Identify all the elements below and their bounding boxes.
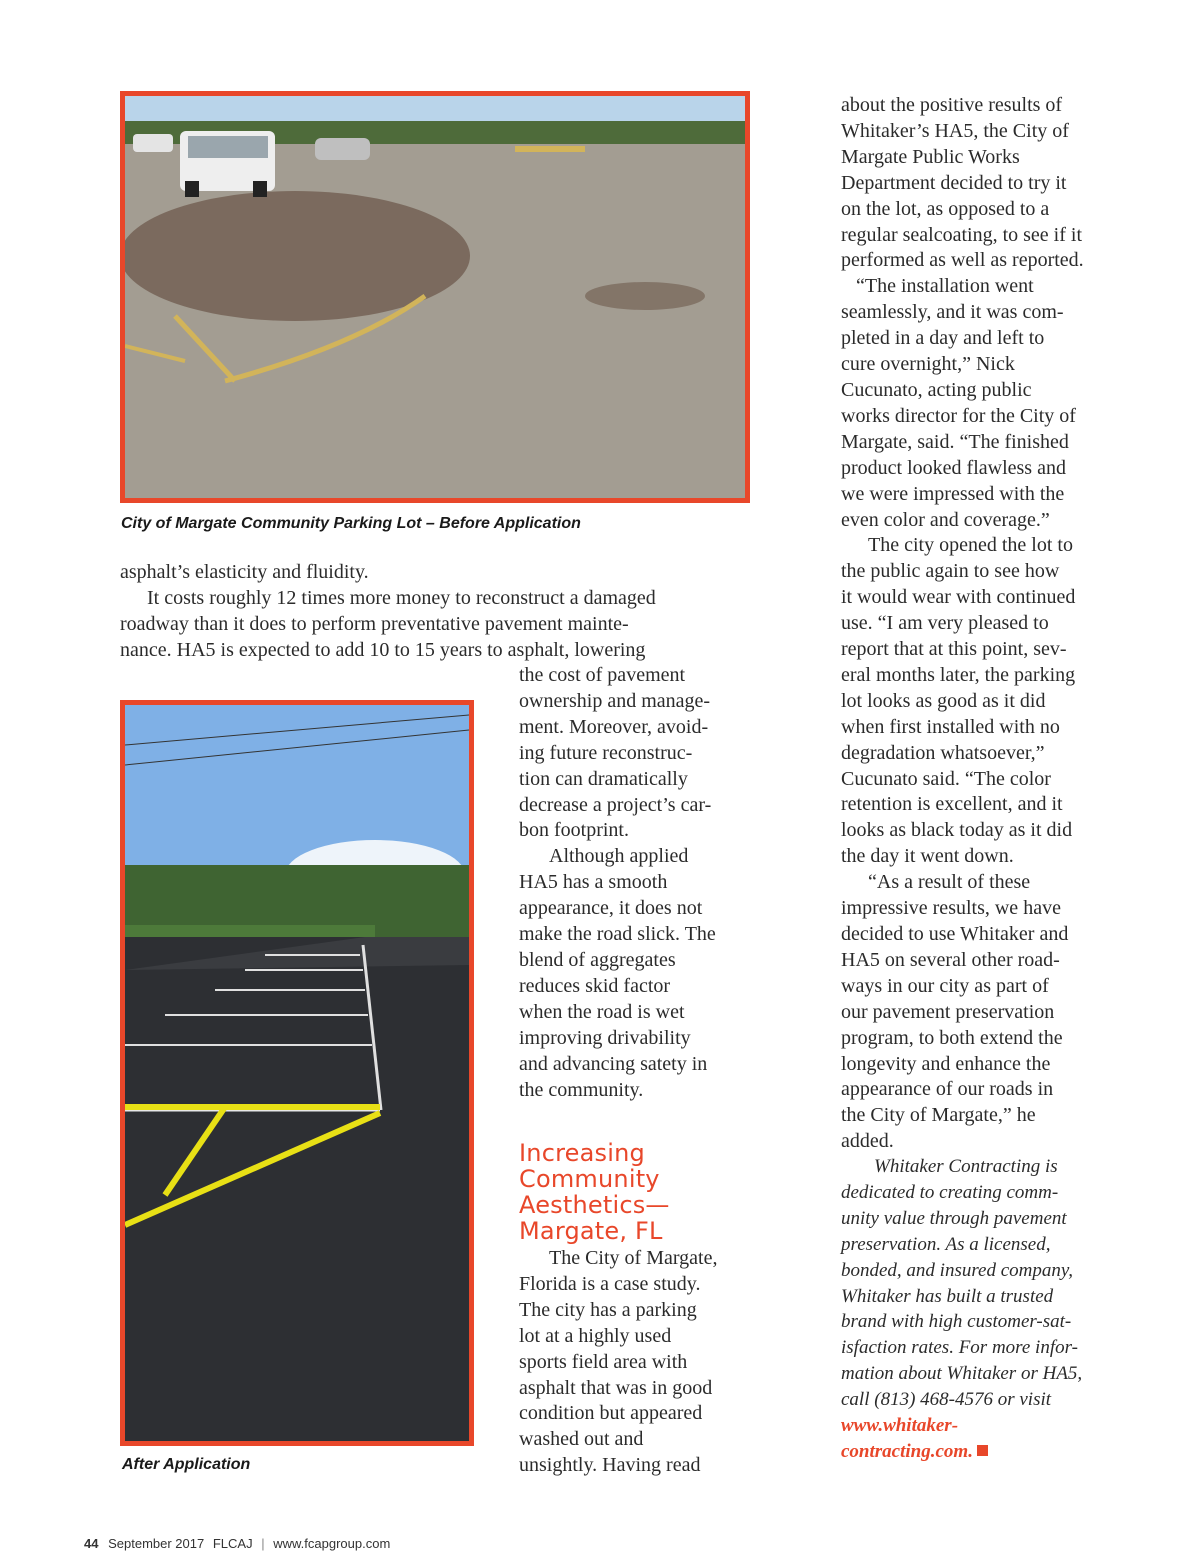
- text-line: mation about Whitaker or HA5,: [841, 1363, 1083, 1385]
- text-line: decided to use Whitaker and: [841, 923, 1069, 945]
- text-line: isfaction rates. For more infor-: [841, 1337, 1078, 1359]
- text-line: dedicated to creating comm-: [841, 1181, 1059, 1203]
- text-line: we were impressed with the: [841, 482, 1065, 505]
- text-line: the community.: [519, 1078, 644, 1101]
- text-line: The City of Margate,: [549, 1247, 718, 1269]
- before-application-photo: [120, 91, 750, 503]
- text-line: Florida is a case study.: [519, 1272, 701, 1295]
- text-line: Whitaker’s HA5, the City of: [841, 119, 1069, 142]
- text-line: blend of aggregates: [519, 948, 676, 971]
- text-line: Whitaker Contracting is: [874, 1156, 1058, 1177]
- text-line: Margate, said. “The finished: [841, 430, 1069, 453]
- text-line: added.: [841, 1130, 894, 1153]
- after-photo-caption: After Application: [122, 1456, 251, 1473]
- text-line: ing future reconstruc-: [519, 741, 693, 764]
- text-line: unity value through pavement: [841, 1207, 1067, 1229]
- text-line: improving drivability: [519, 1026, 691, 1049]
- text-line: The city has a parking: [519, 1298, 697, 1321]
- text-line: “As a result of these: [868, 871, 1031, 894]
- text-line: nance. HA5 is expected to add 10 to 15 years to asphalt, lowering: [120, 638, 646, 661]
- text-line: report that at this point, sev-: [841, 638, 1067, 661]
- text-line: even color and coverage.”: [841, 508, 1050, 531]
- text-line: The city opened the lot to: [868, 534, 1073, 557]
- text-line: asphalt that was in good: [519, 1376, 713, 1399]
- text-line: Whitaker has built a trusted: [841, 1285, 1054, 1307]
- text-line: sports field area with: [519, 1350, 688, 1373]
- text-line: HA5 on several other road-: [841, 948, 1060, 971]
- text-line: roadway than it does to perform preventative pavement mainte-: [120, 612, 629, 635]
- text-line: impressive results, we have: [841, 897, 1061, 920]
- text-line: use. “I am very pleased to: [841, 612, 1049, 635]
- text-line: HA5 has a smooth: [519, 871, 668, 894]
- right-column: [841, 93, 1131, 1155]
- text-line: ment. Moreover, avoid-: [519, 715, 709, 738]
- section-heading: [519, 1140, 759, 1244]
- text-line: retention is excellent, and it: [841, 793, 1063, 816]
- website-link-cont[interactable]: contracting.com.: [841, 1440, 973, 1462]
- text-line: on the lot, as opposed to a: [841, 197, 1050, 220]
- text-line: when the road is wet: [519, 1000, 685, 1023]
- after-application-photo: [120, 700, 474, 1446]
- margate-case-study-text: [519, 1246, 759, 1479]
- footer-separator: |: [261, 1536, 265, 1551]
- before-photo-caption: City of Margate Community Parking Lot – Before Application: [121, 515, 581, 532]
- middle-column: [519, 663, 759, 1103]
- text-line: when first installed with no: [841, 715, 1060, 738]
- text-line: brand with high customer-sat-: [841, 1311, 1072, 1333]
- text-line: Cucunato, acting public: [841, 378, 1032, 401]
- text-line: lot looks as good as it did: [841, 689, 1046, 712]
- text-line: longevity and enhance the: [841, 1052, 1051, 1075]
- text-line: washed out and: [519, 1428, 644, 1451]
- text-line: degradation whatsoever,”: [841, 741, 1045, 764]
- text-line: ways in our city as part of: [841, 974, 1049, 997]
- text-line: product looked flawless and: [841, 456, 1066, 479]
- text-line: the day it went down.: [841, 845, 1014, 868]
- before-photo-illustration: [125, 96, 745, 498]
- end-of-article-icon: [977, 1445, 988, 1456]
- publication-name: FLCAJ: [212, 1536, 253, 1551]
- text-line: ownership and manage-: [519, 689, 711, 712]
- text-line: cure overnight,” Nick: [841, 353, 1015, 376]
- page-number: 44: [84, 1536, 99, 1551]
- website-link[interactable]: www.whitaker-: [841, 1415, 959, 1437]
- heading-line: Community: [519, 1165, 660, 1193]
- text-line: call (813) 468-4576 or visit: [841, 1389, 1052, 1411]
- company-note: [841, 1154, 1131, 1465]
- text-line: asphalt’s elasticity and fluidity.: [120, 561, 369, 583]
- text-line: and advancing satety in: [519, 1052, 708, 1075]
- text-line: our pavement preservation: [841, 1000, 1055, 1023]
- text-line: eral months later, the parking: [841, 663, 1076, 686]
- text-line: Margate Public Works: [841, 145, 1020, 168]
- text-line: bonded, and insured company,: [841, 1259, 1074, 1281]
- text-line: Cucunato said. “The color: [841, 767, 1051, 790]
- text-line: regular sealcoating, to see if it: [841, 223, 1083, 246]
- issue-date: September 2017: [108, 1536, 205, 1551]
- text-line: seamlessly, and it was com-: [841, 301, 1064, 324]
- text-line: reduces skid factor: [519, 974, 671, 997]
- text-line: appearance, it does not: [519, 897, 703, 920]
- heading-line: Increasing: [519, 1139, 645, 1167]
- text-line: performed as well as reported.: [841, 249, 1084, 272]
- text-line: looks as black today as it did: [841, 819, 1073, 842]
- text-line: it would wear with continued: [841, 586, 1076, 609]
- heading-line: Margate, FL: [519, 1217, 663, 1245]
- text-line: works director for the City of: [841, 404, 1076, 427]
- text-line: pleted in a day and left to: [841, 327, 1045, 350]
- text-line: bon footprint.: [519, 819, 629, 842]
- text-line: about the positive results of: [841, 94, 1063, 116]
- page-footer: [84, 1536, 390, 1551]
- text-line: the cost of pavement: [519, 664, 686, 686]
- text-line: tion can dramatically: [519, 767, 688, 790]
- text-line: “The installation went: [856, 275, 1034, 298]
- after-photo-illustration: [125, 705, 469, 1441]
- text-line: the City of Margate,” he: [841, 1104, 1036, 1127]
- text-line: unsightly. Having read: [519, 1454, 701, 1477]
- intro-text-block: [120, 560, 750, 664]
- text-line: Although applied: [549, 845, 689, 868]
- text-line: appearance of our roads in: [841, 1078, 1054, 1101]
- text-line: preservation. As a licensed,: [841, 1233, 1051, 1255]
- text-line: It costs roughly 12 times more money to reconstruct a damaged: [147, 586, 656, 609]
- footer-website-link[interactable]: www.fcapgroup.com: [273, 1536, 391, 1551]
- text-line: condition but appeared: [519, 1402, 703, 1425]
- text-line: Department decided to try it: [841, 171, 1067, 194]
- text-line: decrease a project’s car-: [519, 793, 712, 816]
- text-line: the public again to see how: [841, 560, 1060, 583]
- text-line: make the road slick. The: [519, 923, 716, 946]
- text-line: lot at a highly used: [519, 1324, 672, 1347]
- text-line: program, to both extend the: [841, 1026, 1063, 1049]
- heading-line: Aesthetics—: [519, 1191, 670, 1219]
